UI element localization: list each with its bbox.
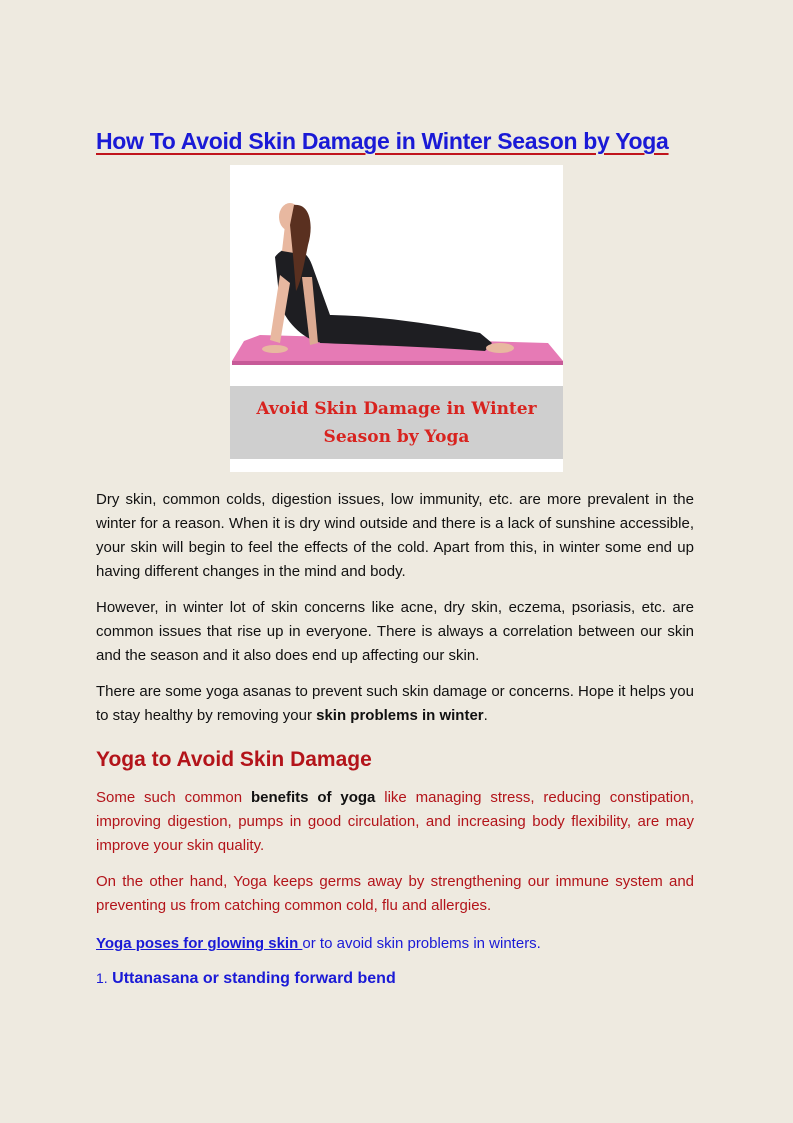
benefits-text-end: like managing stress, reducing constipation, improving digestion, pumps in good circulation, and increasing body flexibility, are may improve your skin quality. [96, 789, 694, 854]
section-heading: Yoga to Avoid Skin Damage [96, 748, 372, 771]
paragraph-immune: On the other hand, Yoga keeps germs away by strengthening our immune system and preventing us from catching common cold, flu and allergies. [96, 873, 694, 914]
list-item-text: Uttanasana or standing forward bend [112, 970, 396, 987]
document-page [96, 128, 694, 987]
article-body [96, 488, 694, 988]
list-item-number: 1. [96, 970, 108, 986]
hero-banner [230, 386, 563, 459]
poses-line-rest: or to avoid skin problems in winters. [302, 935, 541, 952]
poses-line [96, 932, 694, 956]
paragraph-intro: Dry skin, common colds, digestion issues, low immunity, etc. are more prevalent in the winter for a reason. When it is dry wind outside and there is a lack of sunshine accessible, your skin will begin to feel the effects of the cold. Apart from this, in winter some end up having different changes in the mind and body. [96, 491, 694, 580]
paragraph-benefits [96, 786, 694, 858]
paragraph-concerns: However, in winter lot of skin concerns like acne, dry skin, eczema, psoriasis, etc. are common issues that rise up in everyone. There is always a correlation between our skin and the season and it also does end up affecting our skin. [96, 599, 694, 664]
paragraph-asanas-end: . [483, 707, 488, 724]
list-item-1 [96, 970, 694, 988]
paragraph-asanas-text: There are some yoga asanas to prevent such skin damage or concerns. Hope it helps you to stay healthy by removing your [96, 683, 694, 724]
yoga-poses-link[interactable]: Yoga poses for glowing skin [96, 935, 303, 952]
paragraph-asanas [96, 680, 694, 728]
hero-image [230, 165, 563, 472]
skin-problems-bold: skin problems in winter [316, 707, 484, 724]
hero-banner-text: Avoid Skin Damage in Winter Season by Yoga [256, 398, 537, 447]
benefits-of-yoga-bold: benefits of yoga [250, 789, 376, 806]
document-title[interactable]: How To Avoid Skin Damage in Winter Season by Yoga [96, 128, 669, 154]
benefits-text-start: Some such common [96, 789, 251, 806]
